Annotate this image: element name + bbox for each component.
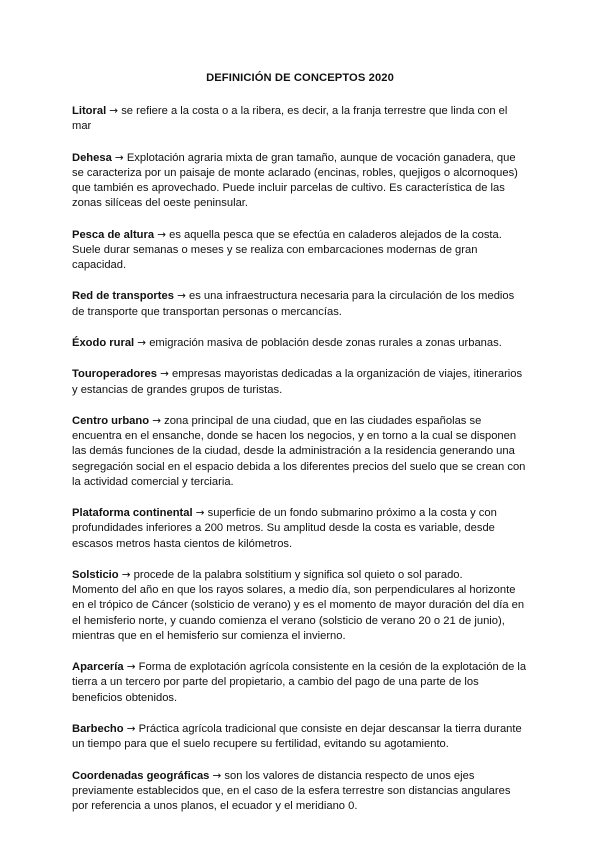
arrow-icon: → (195, 507, 205, 520)
definition-text: zona principal de una ciudad, que en las ciudades españolas se encuentra en el ensanche, donde se hacen los negocios, y en torno a la cual se disponen las demás funciones de la ciudad, desde la administración a la residencia generando una segregación social en el espacio debida a los diferentes precios del suelo que se crean con la actividad comercial y terciaria. (72, 414, 526, 488)
definition-entry-plataforma-continental (72, 506, 528, 552)
arrow-icon: → (109, 105, 119, 117)
arrow-icon: → (152, 414, 161, 427)
definition-entry-centro-urbano (72, 414, 528, 490)
term-label: Litoral (72, 105, 107, 117)
term-label: Barbecho (72, 722, 124, 735)
definition-entry-touroperadores (72, 367, 528, 397)
arrow-icon: → (114, 151, 124, 164)
definition-text: empresas mayoristas dedicadas a la organización de viajes, itinerarios y estancias de grandes grupos de turistas. (72, 368, 523, 396)
definition-entry-dehesa (72, 151, 528, 212)
arrow-icon: → (160, 368, 169, 381)
term-label: Éxodo rural (72, 336, 135, 349)
definition-entry-coordenadas-geograficas (72, 769, 528, 815)
definition-text: superficie de un fondo submarino próximo a la costa y con profundidades inferiores a 200 metros. Su amplitud desde la costa es variable, desde escasos metros hasta cientos de kilómetros. (72, 507, 497, 550)
arrow-icon: → (137, 336, 147, 349)
document-title: DEFINICIÓN DE CONCEPTOS 2020 (206, 72, 394, 84)
term-label: Pesca de altura (72, 228, 155, 241)
definition-text: emigración masiva de población desde zonas rurales a zonas urbanas. (146, 336, 502, 349)
definition-entry-exodo-rural (72, 336, 528, 351)
definition-entry-red-de-transportes (72, 289, 528, 319)
arrow-icon: → (212, 769, 222, 782)
arrow-icon: → (126, 722, 136, 735)
term-label: Coordenadas geográficas (72, 769, 210, 782)
definition-entry-pesca-de-altura (72, 228, 528, 274)
definition-entry-solsticio (72, 568, 528, 644)
definition-extra-text: Momento del año en que los rayos solares, a medio día, son perpendiculares al horizonte en el trópico de Cáncer (solsticio de verano) y es el momento de mayor duración del día en el hemisferio norte, y cuando comienza el verano (solsticio de verano 20 o 21 de junio), mientras que en el hemisferio sur comienza el invierno. (72, 584, 525, 642)
definition-text: Explotación agraria mixta de gran tamaño, aunque de vocación ganadera, que se caracteriza por un paisaje de monte aclarado (encinas, robles, quejigos o alcornoques) que también es aprovechado. Puede incluir parcelas de cultivo. Es característica de las zonas silíceas del oeste peninsular. (72, 151, 518, 210)
definition-text: se refiere a la costa o a la ribera, es decir, a la franja terrestre que linda con el mar (72, 105, 508, 133)
definition-text: Forma de explotación agrícola consistente en la cesión de la explotación de la tierra a un tercero por parte del propietario, a cambio del pago de una parte de los beneficios obtenidos. (72, 661, 527, 704)
definition-first-line (72, 568, 528, 583)
term-label: Plataforma continental (72, 507, 193, 520)
definition-text: Práctica agrícola tradicional que consiste en dejar descansar la tierra durante un tiempo para que el suelo recupere su fertilidad, evitando su agotamiento. (72, 722, 522, 751)
definition-text: es aquella pesca que se efectúa en caladeros alejados de la costa. Suele durar semanas o meses y se realiza con embarcaciones modernas de gran capacidad. (72, 228, 502, 271)
definition-text: son los valores de distancia respecto de unos ejes previamente establecidos que, en el caso de la esfera terrestre son distancias angulares por referencia a unos planos, el ecuador y el meridiano 0. (72, 769, 511, 812)
term-label: Touroperadores (72, 368, 157, 381)
definition-text: procede de la palabra solstitium y significa sol quieto o sol parado. (130, 568, 463, 581)
definition-text: es una infraestructura necesaria para la circulación de los medios de transporte que transportan personas o mercancías. (72, 290, 515, 318)
term-label: Solsticio (72, 568, 119, 581)
term-label: Aparcería (72, 661, 124, 674)
definition-entry-barbecho (72, 722, 528, 752)
arrow-icon: → (126, 661, 136, 674)
term-label: Red de transportes (72, 290, 174, 303)
arrow-icon: → (157, 228, 167, 241)
term-label: Centro urbano (72, 414, 150, 427)
definition-entry-aparceria (72, 660, 528, 706)
definition-entry-litoral (72, 104, 528, 134)
arrow-icon: → (121, 568, 131, 581)
term-label: Dehesa (72, 151, 112, 164)
arrow-icon: → (177, 290, 186, 303)
